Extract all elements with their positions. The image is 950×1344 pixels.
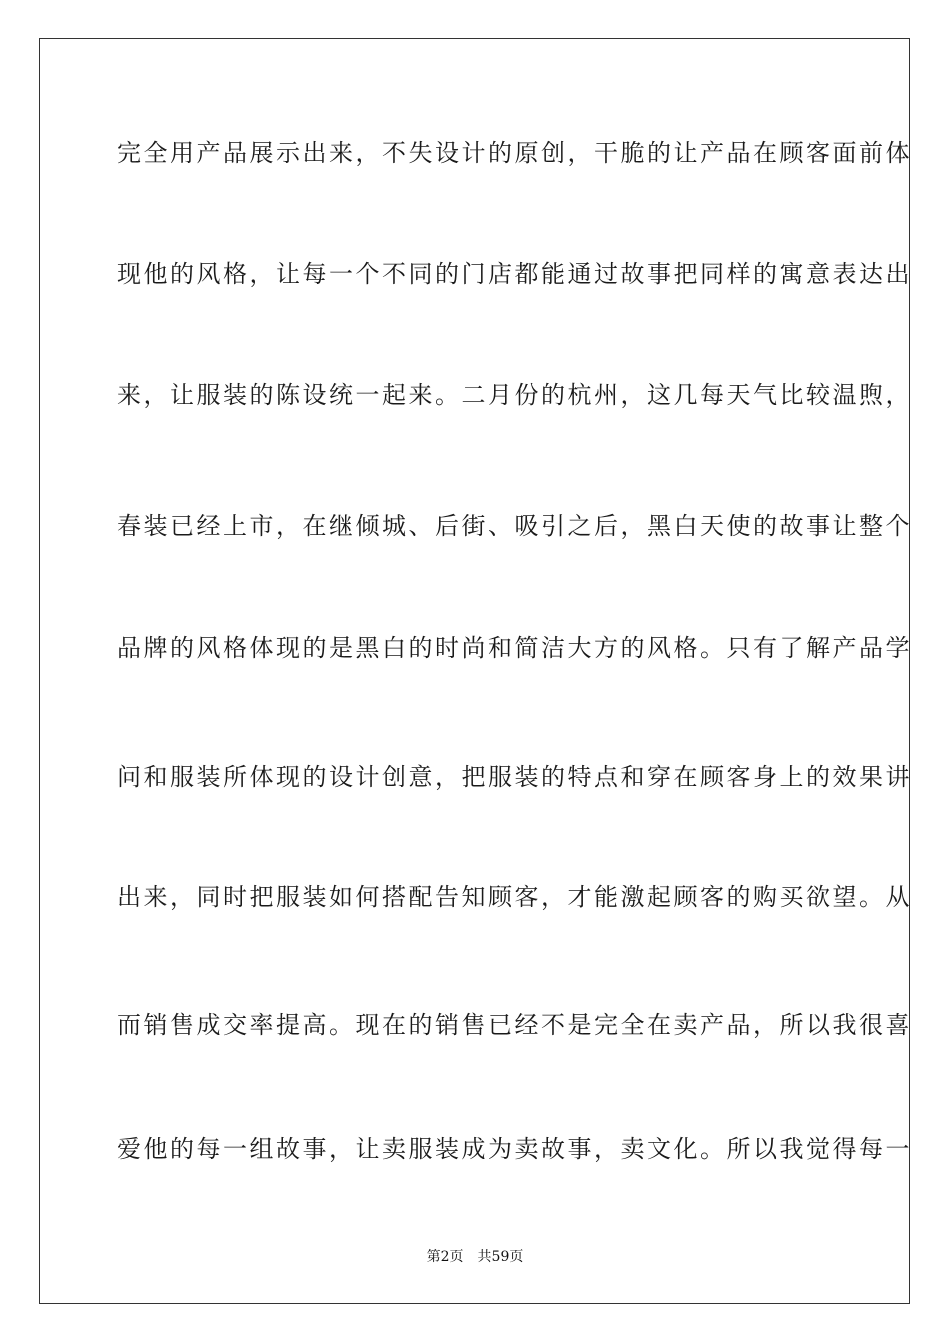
text-line: 爱他的每一组故事，让卖服装成为卖故事，卖文化。所以我觉得每一 (117, 1135, 912, 1163)
text-line: 春装已经上市，在继倾城、后街、吸引之后，黑白天使的故事让整个 (117, 512, 912, 540)
page-number: 第2页 (426, 1249, 464, 1265)
text-line: 而销售成交率提高。现在的销售已经不是完全在卖产品，所以我很喜 (117, 1011, 912, 1039)
text-line: 品牌的风格体现的是黑白的时尚和简洁大方的风格。只有了解产品学 (117, 634, 912, 662)
text-line: 出来，同时把服装如何搭配告知顾客，才能激起顾客的购买欲望。从 (117, 883, 912, 911)
text-line: 来，让服装的陈设统一起来。二月份的杭州，这几每天气比较温煦， (117, 381, 912, 409)
text-line: 完全用产品展示出来，不失设计的原创，干脆的让产品在顾客面前体 (117, 139, 912, 167)
page-border (39, 38, 910, 1304)
page-total: 共59页 (477, 1249, 524, 1265)
text-line: 问和服装所体现的设计创意，把服装的特点和穿在顾客身上的效果讲 (117, 763, 912, 791)
page-footer (0, 1248, 950, 1266)
text-line: 现他的风格，让每一个不同的门店都能通过故事把同样的寓意表达出 (117, 260, 912, 288)
